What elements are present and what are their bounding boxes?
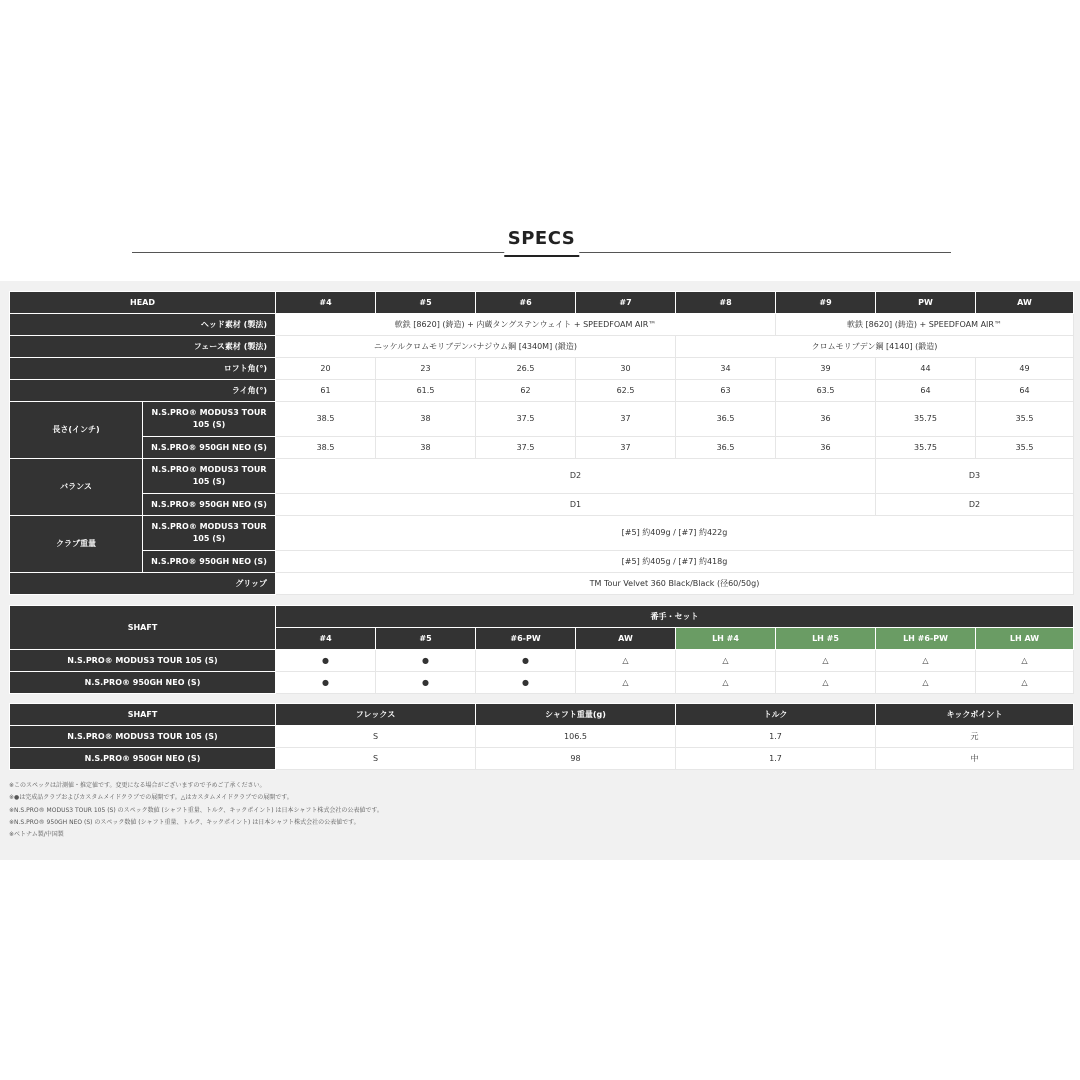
lie-value: 61.5 — [376, 380, 476, 402]
availability-mark: ● — [276, 650, 376, 672]
shaft-weight-header: シャフト重量(g) — [476, 704, 676, 726]
shaft-label: N.S.PRO® MODUS3 TOUR 105 (S) — [143, 459, 276, 494]
balance-value: D3 — [876, 459, 1074, 494]
footnote: ※N.S.PRO® MODUS3 TOUR 105 (S) のスペック数値 (シャフト重量、トルク、キックポイント) は日本シャフト株式会社の公表値です。 — [9, 806, 383, 814]
lie-value: 64 — [876, 380, 976, 402]
footnote: ※このスペックは計測値・推定値です。変更になる場合がございますので予めご了承ください。 — [9, 782, 266, 789]
set-row — [10, 650, 1074, 672]
availability-mark: △ — [776, 650, 876, 672]
set-column-header: #5 — [376, 628, 476, 650]
availability-mark: △ — [676, 650, 776, 672]
loft-value: 34 — [676, 358, 776, 380]
face-material-row — [10, 336, 1074, 358]
lie-row — [10, 380, 1074, 402]
lie-value: 63 — [676, 380, 776, 402]
face-material-value: ニッケルクロムモリブデンバナジウム鋼 [4340M] (鍛造) — [276, 336, 676, 358]
set-group-header: 番手・セット — [276, 606, 1074, 628]
grip-row — [10, 573, 1074, 595]
loft-value: 49 — [976, 358, 1074, 380]
kickpoint-value: 中 — [876, 748, 1074, 770]
lie-value: 63.5 — [776, 380, 876, 402]
length-value: 35.5 — [976, 437, 1074, 459]
availability-mark: ● — [476, 672, 576, 694]
flex-value: S — [276, 748, 476, 770]
length-value: 37.5 — [476, 402, 576, 437]
set-column-header: #4 — [276, 628, 376, 650]
length-value: 36.5 — [676, 402, 776, 437]
lie-value: 62.5 — [576, 380, 676, 402]
row-label: クラブ重量 — [10, 516, 143, 573]
kickpoint-value: 元 — [876, 726, 1074, 748]
shaft-header-row — [10, 704, 1074, 726]
row-label: ライ角(°) — [10, 380, 276, 402]
availability-mark: △ — [876, 650, 976, 672]
head-header: HEAD — [10, 292, 276, 314]
shaft-label: N.S.PRO® 950GH NEO (S) — [10, 672, 276, 694]
loft-value: 44 — [876, 358, 976, 380]
length-value: 35.75 — [876, 402, 976, 437]
loft-value: 23 — [376, 358, 476, 380]
flex-value: S — [276, 726, 476, 748]
footnote: ※●は完成品クラブおよびカスタムメイドクラブでの展開です。△はカスタムメイドクラブでの展開です。 — [9, 794, 293, 802]
face-material-value: クロムモリブデン鋼 [4140] (鍛造) — [676, 336, 1074, 358]
club-header: PW — [876, 292, 976, 314]
club-header: #9 — [776, 292, 876, 314]
kickpoint-header: キックポイント — [876, 704, 1074, 726]
head-material-value: 軟鉄 [8620] (鋳造) + 内蔵タングステンウェイト + SPEEDFOAM AIR™ — [276, 314, 776, 336]
availability-mark: △ — [776, 672, 876, 694]
availability-mark: △ — [976, 650, 1074, 672]
length-modus-row — [10, 402, 1074, 437]
length-value: 37.5 — [476, 437, 576, 459]
loft-row — [10, 358, 1074, 380]
balance-value: D1 — [276, 494, 876, 516]
footnote: ※ベトナム製/中国製 — [9, 831, 64, 839]
grip-value: TM Tour Velvet 360 Black/Black (径60/50g) — [276, 573, 1074, 595]
shaft-weight-value: 98 — [476, 748, 676, 770]
availability-mark: △ — [976, 672, 1074, 694]
availability-mark: ● — [376, 650, 476, 672]
title-area — [132, 228, 951, 258]
row-label: フェース素材 (製法) — [10, 336, 276, 358]
length-value: 35.75 — [876, 437, 976, 459]
weight-modus-row — [10, 516, 1074, 551]
club-header: AW — [976, 292, 1074, 314]
club-header: #4 — [276, 292, 376, 314]
balance-950-row — [10, 494, 1074, 516]
set-group-row — [10, 606, 1074, 628]
footnote: ※N.S.PRO® 950GH NEO (S) のスペック数値 (シャフト重量、トルク、キックポイント) は日本シャフト株式会社の公表値です。 — [9, 818, 360, 826]
club-header: #6 — [476, 292, 576, 314]
weight-950-row — [10, 551, 1074, 573]
shaft-label: N.S.PRO® 950GH NEO (S) — [143, 494, 276, 516]
length-value: 36 — [776, 437, 876, 459]
loft-value: 30 — [576, 358, 676, 380]
shaft-header: SHAFT — [10, 704, 276, 726]
club-header: #5 — [376, 292, 476, 314]
set-column-header: #6-PW — [476, 628, 576, 650]
club-header: #7 — [576, 292, 676, 314]
length-value: 37 — [576, 437, 676, 459]
shaft-row — [10, 748, 1074, 770]
set-column-header-lh: LH #4 — [676, 628, 776, 650]
page-title: SPECS — [504, 228, 579, 257]
spec-header-row — [10, 292, 1074, 314]
shaft-label: N.S.PRO® MODUS3 TOUR 105 (S) — [143, 402, 276, 437]
length-value: 35.5 — [976, 402, 1074, 437]
length-value: 36 — [776, 402, 876, 437]
shaft-label: N.S.PRO® 950GH NEO (S) — [143, 437, 276, 459]
shaft-label: N.S.PRO® MODUS3 TOUR 105 (S) — [10, 726, 276, 748]
row-label: ヘッド素材 (製法) — [10, 314, 276, 336]
balance-value: D2 — [876, 494, 1074, 516]
shaft-row — [10, 726, 1074, 748]
shaft-weight-value: 106.5 — [476, 726, 676, 748]
balance-value: D2 — [276, 459, 876, 494]
row-label: バランス — [10, 459, 143, 516]
length-value: 38.5 — [276, 437, 376, 459]
availability-mark: △ — [576, 672, 676, 694]
flex-header: フレックス — [276, 704, 476, 726]
lie-value: 64 — [976, 380, 1074, 402]
shaft-label: N.S.PRO® MODUS3 TOUR 105 (S) — [10, 650, 276, 672]
set-column-header: AW — [576, 628, 676, 650]
length-950-row — [10, 437, 1074, 459]
weight-value: [#5] 約405g / [#7] 約418g — [276, 551, 1074, 573]
availability-mark: ● — [476, 650, 576, 672]
length-value: 38.5 — [276, 402, 376, 437]
shaft-label: N.S.PRO® 950GH NEO (S) — [143, 551, 276, 573]
torque-value: 1.7 — [676, 748, 876, 770]
length-value: 36.5 — [676, 437, 776, 459]
torque-value: 1.7 — [676, 726, 876, 748]
availability-mark: △ — [576, 650, 676, 672]
length-value: 37 — [576, 402, 676, 437]
availability-mark: △ — [676, 672, 776, 694]
set-column-header-lh: LH #5 — [776, 628, 876, 650]
spec-table — [9, 291, 1074, 595]
availability-mark: ● — [276, 672, 376, 694]
head-material-value: 軟鉄 [8620] (鋳造) + SPEEDFOAM AIR™ — [776, 314, 1074, 336]
shaft-header: SHAFT — [10, 606, 276, 650]
lie-value: 61 — [276, 380, 376, 402]
length-value: 38 — [376, 437, 476, 459]
set-column-header-lh: LH AW — [976, 628, 1074, 650]
shaft-label: N.S.PRO® MODUS3 TOUR 105 (S) — [143, 516, 276, 551]
set-table — [9, 605, 1074, 694]
row-label: ロフト角(°) — [10, 358, 276, 380]
row-label: 長さ(インチ) — [10, 402, 143, 459]
row-label: グリップ — [10, 573, 276, 595]
weight-value: [#5] 約409g / [#7] 約422g — [276, 516, 1074, 551]
length-value: 38 — [376, 402, 476, 437]
footnotes — [9, 780, 1069, 841]
lie-value: 62 — [476, 380, 576, 402]
loft-value: 39 — [776, 358, 876, 380]
head-material-row — [10, 314, 1074, 336]
set-column-header-lh: LH #6-PW — [876, 628, 976, 650]
club-header: #8 — [676, 292, 776, 314]
shaft-label: N.S.PRO® 950GH NEO (S) — [10, 748, 276, 770]
balance-modus-row — [10, 459, 1074, 494]
availability-mark: △ — [876, 672, 976, 694]
set-row — [10, 672, 1074, 694]
availability-mark: ● — [376, 672, 476, 694]
shaft-spec-table — [9, 703, 1074, 770]
torque-header: トルク — [676, 704, 876, 726]
loft-value: 20 — [276, 358, 376, 380]
loft-value: 26.5 — [476, 358, 576, 380]
